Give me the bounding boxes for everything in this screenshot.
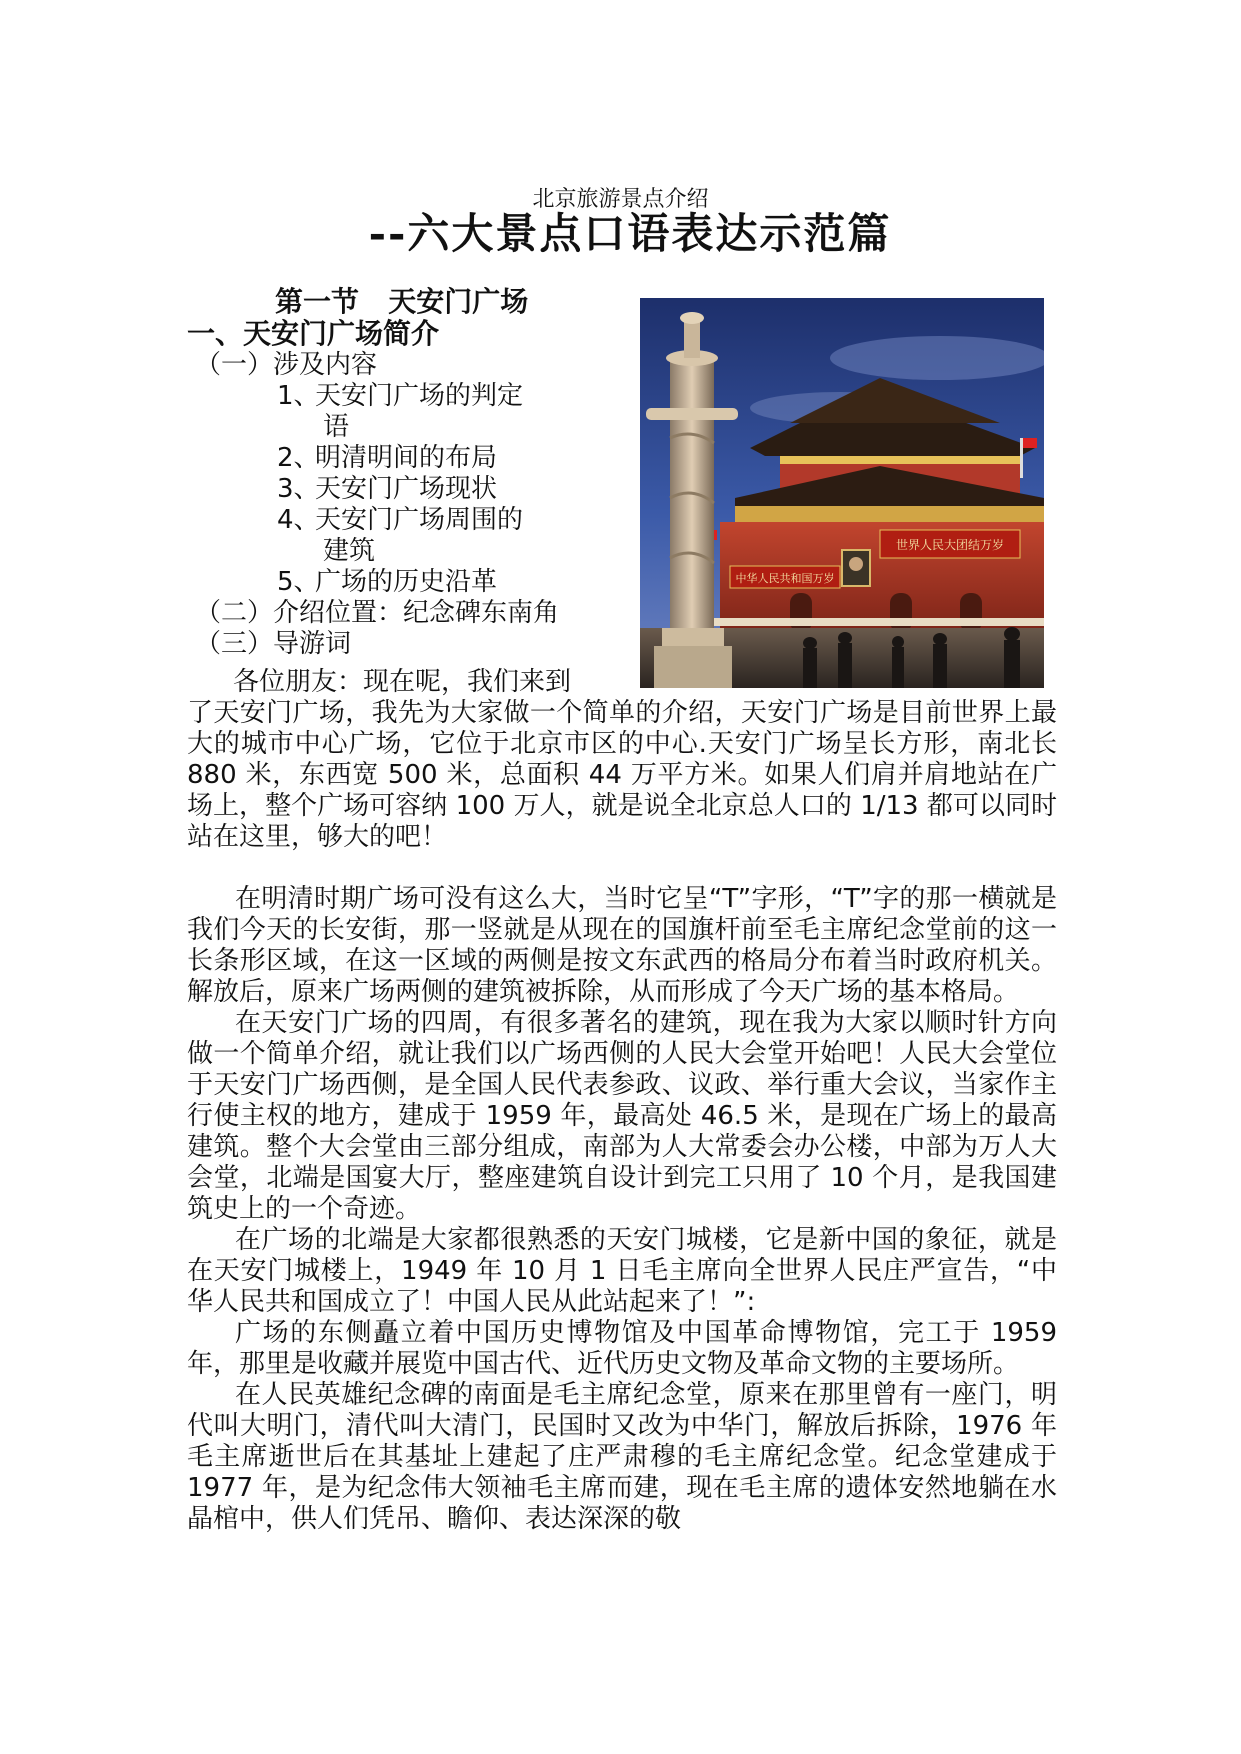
document-supertitle: 北京旅游景点介绍 [532,187,709,212]
body-paragraph: 在广场的北端是大家都很熟悉的天安门城楼，它是新中国的象征，就是在天安门城楼上，1949 年 10 月 1 日毛主席向全世界人民庄严宣告，“中华人民共和国成立了！中国人民从此站起来了！”: [187,1225,1057,1317]
outline-item [195,505,615,536]
outline-item-text: 天安门广场周围的 [315,505,524,535]
outline-item-text: 明清明间的布局 [315,443,498,473]
outline-item-number: 1、 [277,381,320,411]
outline-item-continuation: 语 [323,412,350,442]
outline-item-text: 天安门广场的判定 [315,381,524,411]
banner-right-text: 世界人民大团结万岁 [895,538,1005,552]
outline-sub-heading: （二）介绍位置：纪念碑东南角 [195,598,560,628]
body-paragraph: 了天安门广场，我先为大家做一个简单的介绍，天安门广场是目前世界上最大的城市中心广场，它位于北京市区的中心.天安门广场呈长方形，南北长 880 米，东西宽 500 米，总面积 44 万平方米。如果人们肩并肩地站在广场上，整个广场可容纳 100 万人，就是说全北京总人口的 1/13 都可以同时站在这里，够大的吧！ [187,698,1057,852]
body-paragraph: 在明清时期广场可没有这么大，当时它呈“T”字形，“T”字的那一横就是我们今天的长安街，那一竖就是从现在的国旗杆前至毛主席纪念堂前的这一长条形区域，在这一区域的两侧是按文东武西的格局分布着当时政府机关。解放后，原来广场两侧的建筑被拆除，从而形成了今天广场的基本格局。 [187,884,1057,1007]
blank-line [187,853,1057,884]
body-paragraph: 广场的东侧矗立着中国历史博物馆及中国革命博物馆，完工于 1959 年，那里是收藏并展览中国古代、近代历史文物及革命文物的主要场所。 [187,1318,1057,1379]
section-title: 第一节 天安门广场 [275,285,529,318]
outline-item [195,567,615,598]
outline-sub-heading: （一）涉及内容 [195,350,378,380]
intro-first-line: 各位朋友：现在呢，我们来到 [233,667,572,697]
outline-item [195,443,615,474]
content-outline [195,350,635,660]
outline-sub-heading: （三）导游词 [195,629,352,659]
outline-item-number: 2、 [277,443,320,473]
outline-item-text: 广场的历史沿革 [315,567,498,597]
section-heading: 一、天安门广场简介 [187,317,440,350]
body-text [187,698,1057,1535]
outline-item [195,474,615,505]
outline-item-number: 3、 [277,474,320,504]
body-paragraph: 在人民英雄纪念碑的南面是毛主席纪念堂，原来在那里曾有一座门，明代叫大明门，清代叫大清门，民国时又改为中华门，解放后拆除，1976 年毛主席逝世后在其基址上建起了庄严肃穆的毛主席纪念堂。纪念堂建成于 1977 年，是为纪念伟大领袖毛主席而建，现在毛主席的遗体安然地躺在水晶棺中，供人们凭吊、瞻仰、表达深深的敬 [187,1380,1057,1534]
tiananmen-photo [640,298,1044,688]
outline-item-continuation: 建筑 [323,536,376,566]
outline-item-text: 天安门广场现状 [315,474,498,504]
banner-left-text: 中华人民共和国万岁 [735,572,835,585]
document-title: --六大景点口语表达示范篇 [368,209,892,258]
body-paragraph: 在天安门广场的四周，有很多著名的建筑，现在我为大家以顺时针方向做一个简单介绍，就让我们以广场西侧的人民大会堂开始吧！人民大会堂位于天安门广场西侧，是全国人民代表参政、议政、举行重大会议，当家作主行使主权的地方，建成于 1959 年，最高处 46.5 米，是现在广场上的最高建筑。整个大会堂由三部分组成，南部为人大常委会办公楼，中部为万人大会堂，北端是国宴大厅，整座建筑自设计到完工只用了 10 个月，是我国建筑史上的一个奇迹。 [187,1008,1057,1224]
outline-item [195,381,615,412]
tiananmen-illustration [640,298,1044,688]
outline-item-number: 4、 [277,505,320,535]
outline-item-number: 5、 [277,567,320,597]
